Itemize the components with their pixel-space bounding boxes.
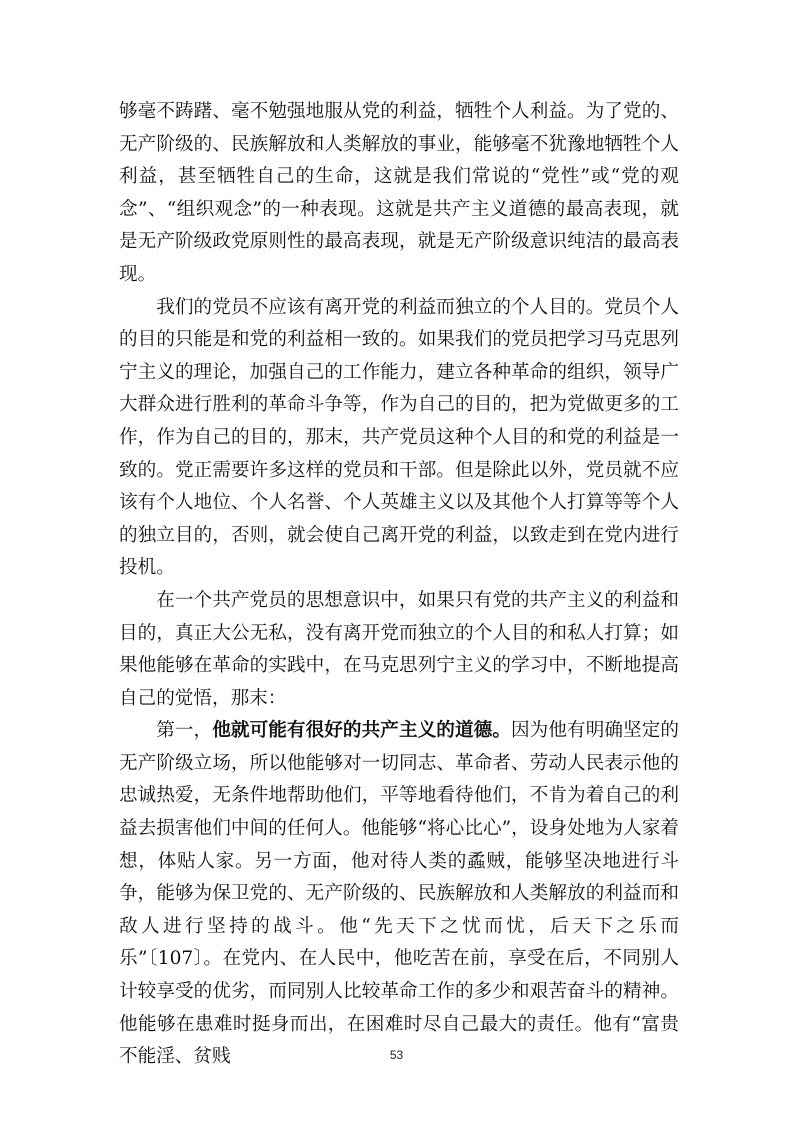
paragraph-1-text: 够毫不踌躇、毫不勉强地服从党的利益，牺牲个人利益。为了党的、无产阶级的、民族解放和人类解放的事业，能够毫不犹豫地牺牲个人利益，甚至牺牲自己的生命，这就是我们常说的“党性”或“党的观念”、“组织观念”的一种表现。这就是共产主义道德的最高表现，就是无产阶级政党原则性的最高表现，就是无产阶级意识纯洁的最高表现。 xyxy=(119,101,679,285)
paragraph-4 xyxy=(119,715,679,1074)
body-text xyxy=(119,96,679,1074)
paragraph-3 xyxy=(119,585,679,715)
paragraph-3-text: 在一个共产党员的思想意识中，如果只有党的共产主义的利益和目的，真正大公无私，没有离开党而独立的个人目的和私人打算；如果他能够在革命的实践中，在马克思列宁主义的学习中，不断地提高自己的觉悟，那末： xyxy=(119,589,679,709)
paragraph-2 xyxy=(119,292,679,585)
paragraph-2-text: 我们的党员不应该有离开党的利益而独立的个人目的。党员个人的目的只能是和党的利益相一致的。如果我们的党员把学习马克思列宁主义的理论，加强自己的工作能力，建立各种革命的组织，领导广大群众进行胜利的革命斗争等，作为自己的目的，把为党做更多的工作，作为自己的目的，那末，共产党员这种个人目的和党的利益是一致的。党正需要许多这样的党员和干部。但是除此以外，党员就不应该有个人地位、个人名誉、个人英雄主义以及其他个人打算等等个人的独立目的，否则，就会使自己离开党的利益，以致走到在党内进行投机。 xyxy=(119,296,679,579)
paragraph-1 xyxy=(119,96,679,292)
page-number: 53 xyxy=(389,1048,404,1062)
paragraph-4-bold-heading: 他就可能有很好的共产主义的道德。 xyxy=(212,720,511,742)
paragraph-4-lead: 第一， xyxy=(156,720,213,742)
paragraph-4-text: 因为他有明确坚定的无产阶级立场，所以他能够对一切同志、革命者、劳动人民表示他的忠诚热爱，无条件地帮助他们，平等地看待他们，不肯为着自己的利益去损害他们中间的任何人。他能够“将心比心”，设身处地为人家着想，体贴人家。另一方面，他对待人类的蟊贼，能够坚决地进行斗争，能够为保卫党的、无产阶级的、民族解放和人类解放的利益而和敌人进行坚持的战斗。他“先天下之忧而忧，后天下之乐而乐”〔107〕。在党内、在人民中，他吃苦在前，享受在后，不同别人计较享受的优劣，而同别人比较革命工作的多少和艰苦奋斗的精神。他能够在患难时挺身而出，在困难时尽自己最大的责任。他有“富贵不能淫、贫贱 xyxy=(119,720,679,1068)
